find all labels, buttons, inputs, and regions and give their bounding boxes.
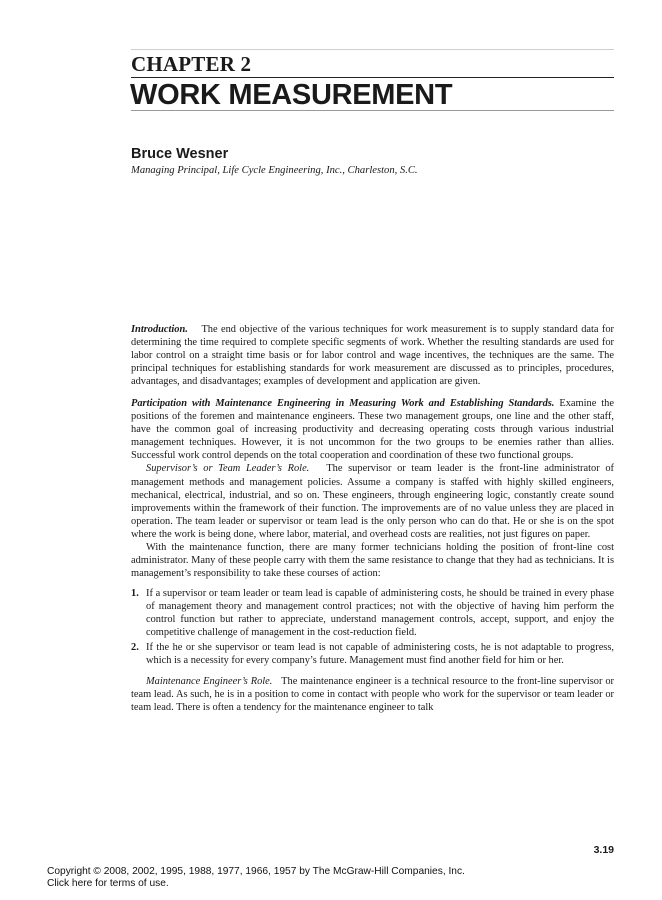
supervisor-text-2: With the maintenance function, there are many former technicians holding the position of front-line cost administrator. Many of these people carry with them the same resistance to change that they had as technicians. It is management’s responsibility to take these courses of action: <box>131 541 614 579</box>
body-text <box>131 323 614 714</box>
engineer-text: The maintenance engineer is a technical resource to the front-line supervisor or team lead. As such, he is in a position to come in contact with people who work for the supervisor or team leader or team lead. There is often a tendency for the maintenance engineer to talk <box>131 676 615 714</box>
header-middle-rule <box>131 77 614 78</box>
header-bottom-rule <box>131 110 614 111</box>
supervisor-heading: Supervisor’s or Team Leader’s Role. <box>146 463 310 475</box>
supervisor-paragraph <box>131 462 614 540</box>
participation-paragraph <box>131 397 614 462</box>
list-item-number: 1. <box>131 587 139 599</box>
page-number: 3.19 <box>593 844 614 856</box>
supervisor-paragraph-2 <box>131 541 614 580</box>
footer <box>47 866 647 889</box>
intro-text: The end objective of the various techniques for work measurement is to supply standard data for determining the time required to complete specific segments of work. Whether the resulting standards are used for labor control on a straight time basis or for labor control and wage incentives, the techniques are the same. The principal techniques for establishing standards for work measurement are discussed as to principles, procedures, advantages, and disadvantages; examples of development and application are given. <box>131 324 615 388</box>
actions-list <box>131 587 614 667</box>
list-item <box>131 641 614 667</box>
intro-paragraph <box>131 323 614 388</box>
list-item-number: 2. <box>131 642 139 654</box>
author-affiliation: Managing Principal, Life Cycle Engineering, Inc., Charleston, S.C. <box>131 165 418 176</box>
header-top-rule <box>131 49 614 50</box>
list-item <box>131 587 614 639</box>
participation-heading: Participation with Maintenance Engineering in Measuring Work and Establishing Standards. <box>131 398 555 410</box>
author-name: Bruce Wesner <box>131 146 229 162</box>
intro-heading: Introduction. <box>131 324 188 335</box>
terms-of-use-link[interactable]: Click here for terms of use. <box>47 877 169 889</box>
copyright-notice: Copyright © 2008, 2002, 1995, 1988, 1977, 1966, 1957 by The McGraw-Hill Companies, Inc. <box>47 866 465 877</box>
engineer-heading: Maintenance Engineer’s Role. <box>146 676 273 688</box>
participation-text: Examine the positions of the foremen and maintenance engineers. These two management groups, one line and the other staff, have the common goal of increasing productivity and decreasing operating costs through various industrial management techniques. However, it is not uncommon for the two groups to be enemies rather than allies. Successful work control depends on the total cooperation and coordination of these two functional groups. <box>131 398 614 462</box>
list-item-text: If the he or she supervisor or team lead is not capable of administering costs, he is not adaptable to progress, which is a necessity for every company’s future. Management must find another field for him or her. <box>146 642 614 667</box>
engineer-paragraph <box>131 675 614 714</box>
list-item-text: If a supervisor or team leader or team lead is capable of administering costs, he should be trained in every phase of management theory and management control practices; not with the objective of having him perform the control function but rather to appreciate, understand management controls, accept, support, and enjoy the competitive challenge of management in the cost-reduction field. <box>146 587 614 639</box>
supervisor-text: The supervisor or team leader is the front-line administrator of management methods and management policies. Assume a company is staffed with highly skilled engineers, mechanical, electrical, industrial, and so on. These engineers, through engineering logic, constantly create sound improvements within the framework of their function. The improvements are of no value unless they are placed in operation. The team leader or supervisor or team lead is the only person who can do that. He or she is on the spot where the work is being done, where labor, material, and overhead costs are realities, not just figures on paper. <box>131 463 614 540</box>
chapter-label: CHAPTER 2 <box>131 52 252 76</box>
chapter-title: WORK MEASUREMENT <box>130 79 453 111</box>
